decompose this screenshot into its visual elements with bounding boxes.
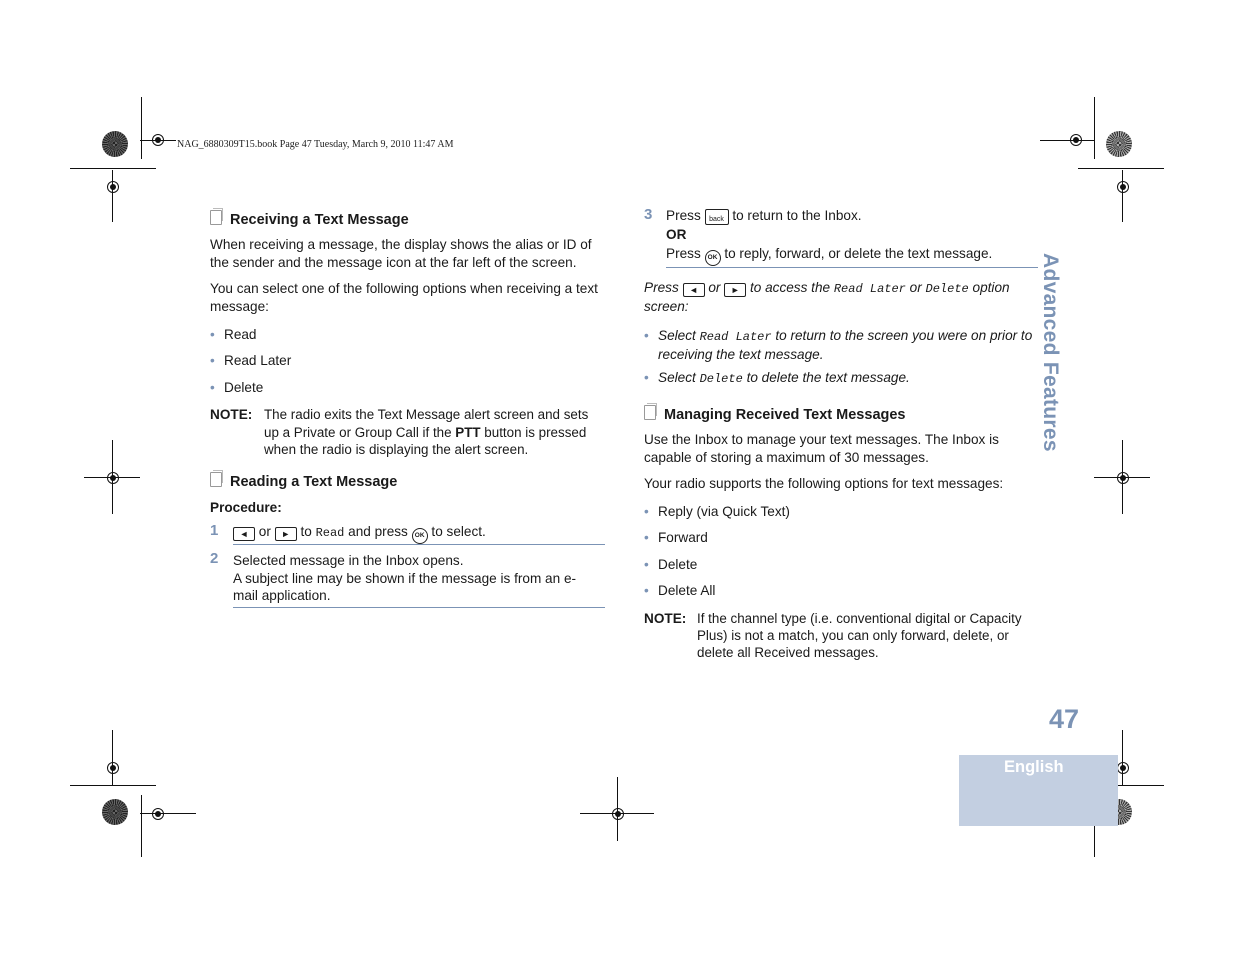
crosshair-mark [1114,469,1132,487]
registration-sun-mark [102,799,128,825]
display-text-read: Read [315,526,345,540]
step-text: to select. [431,524,486,539]
section-heading-text: Reading a Text Message [230,474,398,490]
list-item: • Read Later [210,353,292,368]
crosshair-mark [1067,131,1085,149]
step-number: 3 [644,206,653,223]
step-text: and press [348,524,408,539]
crosshair-mark [149,805,167,823]
procedure-label: Procedure: [210,500,282,515]
ok-button-icon: OK [412,528,428,544]
note-text-part: The radio exits the Text Message alert screen and sets up a Private or Group Call if the [264,407,589,440]
alt-instruction [644,279,1038,316]
crosshair-mark [609,805,627,823]
display-text-read-later: Read Later [833,282,906,296]
step-text: or [258,524,271,539]
page-number: 47 [1049,704,1080,734]
step-text: Press [666,208,701,223]
section-heading-text: Receiving a Text Message [230,212,409,228]
or-label: OR [666,227,687,242]
step-1-text [233,523,486,544]
alt-text: to delete the text message. [746,370,910,385]
step-text: Selected message in the Inbox opens. [233,553,464,568]
step-3-line-2 [666,245,992,266]
list-item: • Reply (via Quick Text) [644,504,790,519]
crosshair-mark [149,131,167,149]
list-item-text: Forward [658,530,708,545]
list-item: • Forward [644,530,708,545]
alt-text: to access the [749,280,831,295]
list-item-text: Delete [658,557,698,572]
list-item-text: Delete All [658,583,716,598]
back-key-icon: back [705,209,729,225]
list-item: • Delete All [644,583,716,598]
step-divider [233,544,605,545]
display-text-delete: Delete [925,282,969,296]
step-3-line-1 [666,207,862,225]
language-tab [959,755,1118,826]
paragraph: When receiving a message, the display shows the alias or ID of the sender and the message icon at the far left of the screen. [210,237,592,270]
alt-text: or [909,280,922,295]
alt-text: option screen: [644,280,1010,314]
language-label: English [1004,758,1064,776]
display-text-read-later: Read Later [699,330,772,344]
list-item: • Delete [210,380,264,395]
paragraph: You can select one of the following options when receiving a text message: [210,281,598,314]
step-text: to reply, forward, or delete the text message. [724,246,993,261]
step-number: 2 [210,550,219,567]
list-item: • Select Read Later to return to the screen you were on prior to receiving the text message. [644,328,1033,362]
crosshair-mark [104,759,122,777]
note-text: If the channel type (i.e. conventional digital or Capacity Plus) is not a match, you can only forward, delete, or delete all Received messages. [697,611,1022,661]
side-section-title-text: Advanced Features [1039,253,1062,452]
note-text [264,406,605,459]
step-text: to [300,524,312,539]
display-text-delete: Delete [699,372,743,386]
paragraph: Use the Inbox to manage your text messages. The Inbox is capable of storing a maximum of 30 messages. [644,432,999,465]
alt-text: Press [644,280,679,295]
section-heading-receiving [210,210,409,228]
list-item: • Delete [644,557,698,572]
book-file-info: NAG_6880309T15.book Page 47 Tuesday, March 9, 2010 11:47 AM [177,139,454,150]
crosshair-mark [104,469,122,487]
list-item: • Select Delete to delete the text message. [644,370,910,386]
list-item-text: Read [224,327,257,342]
crosshair-mark [104,178,122,196]
step-text: A subject line may be shown if the message is from an e-mail application. [233,571,577,603]
section-icon [210,210,222,225]
right-arrow-key-icon: ► [275,527,297,541]
section-heading-managing [644,405,906,423]
step-divider [233,607,605,608]
ptt-label: PTT [455,424,481,440]
left-arrow-key-icon: ◄ [683,283,705,297]
side-section-title [1039,253,1088,453]
crosshair-mark [1114,178,1132,196]
paragraph: Your radio supports the following options for text messages: [644,476,1004,491]
alt-text: to return to the screen you were on prior to receiving the text message. [658,328,1033,362]
ok-button-icon: OK [705,250,721,266]
right-arrow-key-icon: ► [724,283,746,297]
alt-text: Select [658,370,696,385]
step-text: to return to the Inbox. [732,208,862,223]
alt-text: Select [658,328,696,343]
step-2-text [233,552,605,604]
list-item-text: Read Later [224,353,292,368]
section-heading-text: Managing Received Text Messages [664,407,906,423]
step-number: 1 [210,522,219,539]
list-item-text: Delete [224,380,264,395]
left-arrow-key-icon: ◄ [233,527,255,541]
note-label: NOTE: [644,611,687,626]
step-divider [666,267,1038,268]
section-icon [644,405,656,420]
step-text: Press [666,246,701,261]
alt-text: or [708,280,721,295]
section-heading-reading [210,472,397,490]
section-icon [210,472,222,487]
note-label: NOTE: [210,407,253,422]
list-item: • Read [210,327,257,342]
list-item-text: Reply (via Quick Text) [658,504,790,519]
registration-sun-mark [102,131,128,157]
note-text-part: button is pressed when the radio is displaying the alert screen. [264,424,587,457]
registration-sun-mark [1106,131,1132,157]
